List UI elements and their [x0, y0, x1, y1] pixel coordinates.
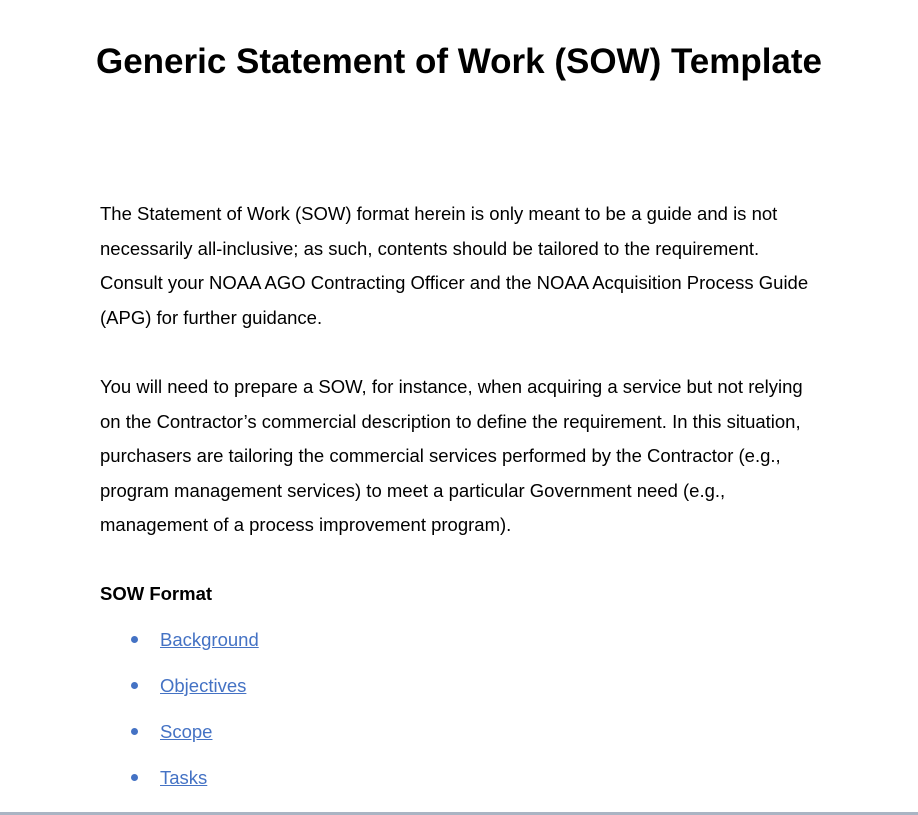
- tasks-link[interactable]: Tasks: [160, 767, 208, 788]
- bullet-icon: [131, 682, 138, 689]
- intro-paragraph: The Statement of Work (SOW) format herein is only meant to be a guide and is not necessarily all-inclusive; as such, contents should be tailored to the requirement. Consult your NOAA AGO Contracting Officer and the NOAA Acquisition Process Guide (APG) for further guidance.: [100, 203, 809, 328]
- scope-link[interactable]: Scope: [160, 721, 213, 742]
- document-title: Generic Statement of Work (SOW) Template: [95, 42, 823, 81]
- background-link[interactable]: Background: [160, 629, 259, 650]
- bullet-icon: [131, 728, 138, 735]
- objectives-link[interactable]: Objectives: [160, 675, 247, 696]
- bullet-icon: [131, 636, 138, 643]
- sow-usage-paragraph: You will need to prepare a SOW, for instance, when acquiring a service but not relying on the Contractor’s commercial description to define the requirement. In this situation, purchasers are tailoring the commercial services performed by the Contractor (e.g., program management services) to meet a particular Government need (e.g., management of a process improvement program).: [100, 376, 803, 535]
- section-heading: SOW Format: [100, 583, 213, 604]
- bullet-icon: [131, 774, 138, 781]
